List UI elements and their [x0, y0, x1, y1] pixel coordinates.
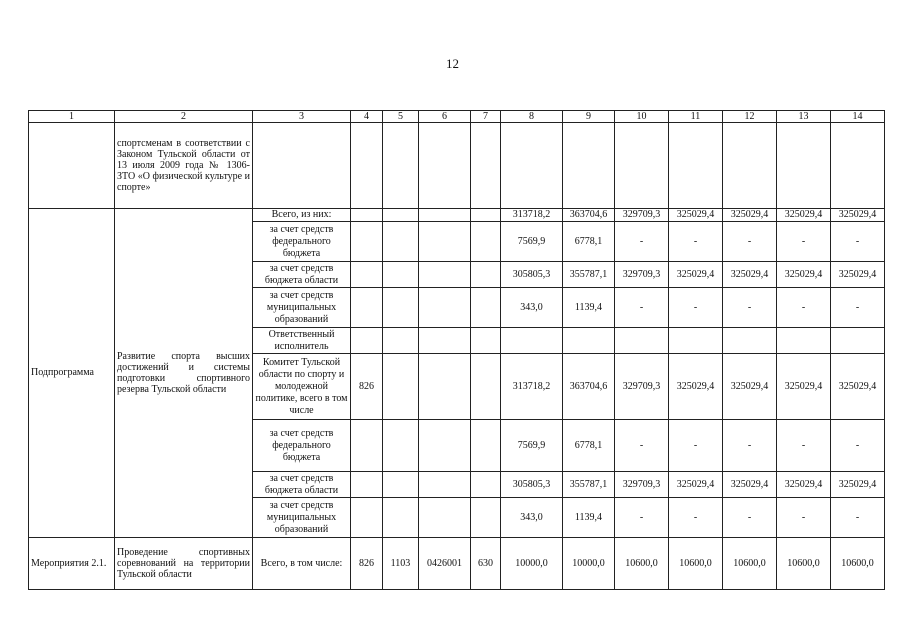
amount-cell: 363704,6	[563, 354, 615, 420]
amount-cell: 305805,3	[501, 472, 563, 498]
amount-cell: 325029,4	[723, 472, 777, 498]
amount-cell: 10600,0	[777, 538, 831, 590]
amount-cell: 325029,4	[831, 472, 885, 498]
amount-cell: 329709,3	[615, 354, 669, 420]
amount-cell: 10000,0	[563, 538, 615, 590]
funding-source-label: Всего, из них:	[253, 209, 351, 222]
cell-empty	[419, 328, 471, 354]
cell-empty	[471, 354, 501, 420]
continuation-row	[29, 123, 885, 209]
funding-source-label: Ответственный исполнитель	[253, 328, 351, 354]
amount-cell: -	[777, 420, 831, 472]
cell-empty	[471, 209, 501, 222]
amount-cell: 325029,4	[831, 354, 885, 420]
amount-cell	[615, 328, 669, 354]
amount-cell: 343,0	[501, 288, 563, 328]
cell-empty	[471, 472, 501, 498]
amount-cell: 325029,4	[777, 354, 831, 420]
header-cell-2: 2	[115, 111, 253, 123]
amount-cell: -	[615, 288, 669, 328]
cell-empty	[419, 262, 471, 288]
header-cell-7: 7	[471, 111, 501, 123]
header-cell-8: 8	[501, 111, 563, 123]
amount-cell: 1139,4	[563, 498, 615, 538]
amount-cell: 325029,4	[831, 262, 885, 288]
amount-cell: 325029,4	[723, 209, 777, 222]
amount-cell: 325029,4	[669, 209, 723, 222]
amount-cell: -	[669, 498, 723, 538]
amount-cell: 325029,4	[777, 209, 831, 222]
amount-cell: 325029,4	[777, 472, 831, 498]
continuation-text: спортсменам в соответствии с Законом Тульской области от 13 июля 2009 года № 1306-ЗТО «О физической культуре и спорте»	[115, 123, 253, 209]
header-cell-5: 5	[383, 111, 419, 123]
amount-cell: 325029,4	[777, 262, 831, 288]
amount-cell: 325029,4	[723, 262, 777, 288]
cell-empty	[419, 288, 471, 328]
funding-source-label: за счет средств муниципальных образований	[253, 498, 351, 538]
amount-cell: 305805,3	[501, 262, 563, 288]
cell-empty	[471, 262, 501, 288]
amount-cell: 313718,2	[501, 354, 563, 420]
cell-empty	[419, 420, 471, 472]
amount-cell: -	[723, 420, 777, 472]
funding-source-label: за счет средств федерального бюджета	[253, 222, 351, 262]
amount-cell: -	[831, 498, 885, 538]
admin-code	[351, 262, 383, 288]
header-cell-13: 13	[777, 111, 831, 123]
amount-cell: -	[831, 222, 885, 262]
measure-name: Проведение спортивных соревнований на территории Тульской области	[115, 538, 253, 590]
subprogram-name: Развитие спорта высших достижений и системы подготовки спортивного резерва Тульской области	[115, 209, 253, 538]
amount-cell: 363704,6	[563, 209, 615, 222]
cell-empty	[419, 222, 471, 262]
amount-cell: 6778,1	[563, 222, 615, 262]
amount-cell: 355787,1	[563, 262, 615, 288]
budget-table	[28, 110, 885, 590]
amount-cell: 10000,0	[501, 538, 563, 590]
admin-code: 826	[351, 354, 383, 420]
amount-cell: -	[615, 420, 669, 472]
expense-code: 630	[471, 538, 501, 590]
amount-cell: -	[723, 288, 777, 328]
header-cell-3: 3	[253, 111, 351, 123]
amount-cell: 313718,2	[501, 209, 563, 222]
amount-cell: 325029,4	[831, 209, 885, 222]
amount-cell: -	[669, 288, 723, 328]
measure-row-label: Всего, в том числе:	[253, 538, 351, 590]
admin-code	[351, 420, 383, 472]
header-cell-9: 9	[563, 111, 615, 123]
amount-cell: 325029,4	[669, 472, 723, 498]
admin-code: 826	[351, 538, 383, 590]
admin-code	[351, 209, 383, 222]
cell-empty	[383, 262, 419, 288]
cell-empty	[419, 354, 471, 420]
cell-empty	[471, 328, 501, 354]
amount-cell: 10600,0	[669, 538, 723, 590]
cell-empty	[383, 472, 419, 498]
cell-empty	[29, 123, 115, 209]
amount-cell	[669, 328, 723, 354]
measure-label: Мероприятия 2.1.	[29, 538, 115, 590]
cell-empty	[419, 498, 471, 538]
amount-cell: 325029,4	[669, 262, 723, 288]
amount-cell: 7569,9	[501, 420, 563, 472]
amount-cell: 329709,3	[615, 209, 669, 222]
header-cell-1: 1	[29, 111, 115, 123]
amount-cell: -	[831, 420, 885, 472]
amount-cell: 6778,1	[563, 420, 615, 472]
table-row	[29, 209, 885, 222]
cell-empty	[383, 222, 419, 262]
funding-source-label: Комитет Тульской области по спорту и молодежной политике, всего в том числе	[253, 354, 351, 420]
header-cell-12: 12	[723, 111, 777, 123]
cell-empty	[471, 498, 501, 538]
amount-cell: -	[669, 222, 723, 262]
cell-empty	[471, 288, 501, 328]
amount-cell: 7569,9	[501, 222, 563, 262]
admin-code	[351, 498, 383, 538]
funding-source-label: за счет средств федерального бюджета	[253, 420, 351, 472]
cell-empty	[383, 420, 419, 472]
amount-cell: 10600,0	[723, 538, 777, 590]
page-number: 12	[446, 56, 459, 71]
admin-code	[351, 288, 383, 328]
funding-source-label: за счет средств бюджета области	[253, 472, 351, 498]
cell-empty	[383, 288, 419, 328]
amount-cell	[563, 328, 615, 354]
amount-cell: -	[723, 498, 777, 538]
amount-cell: 329709,3	[615, 262, 669, 288]
header-row	[29, 111, 885, 123]
admin-code	[351, 222, 383, 262]
target-code: 0426001	[419, 538, 471, 590]
amount-cell	[777, 328, 831, 354]
amount-cell: -	[777, 498, 831, 538]
cell-empty	[471, 222, 501, 262]
amount-cell: 325029,4	[669, 354, 723, 420]
amount-cell	[501, 328, 563, 354]
amount-cell: 1139,4	[563, 288, 615, 328]
amount-cell: -	[669, 420, 723, 472]
amount-cell: 10600,0	[831, 538, 885, 590]
header-cell-10: 10	[615, 111, 669, 123]
header-cell-4: 4	[351, 111, 383, 123]
cell-empty	[383, 498, 419, 538]
funding-source-label: за счет средств бюджета области	[253, 262, 351, 288]
header-cell-14: 14	[831, 111, 885, 123]
amount-cell: -	[723, 222, 777, 262]
amount-cell: 355787,1	[563, 472, 615, 498]
measure-row	[29, 538, 885, 590]
amount-cell: 329709,3	[615, 472, 669, 498]
amount-cell	[723, 328, 777, 354]
cell-empty	[419, 209, 471, 222]
cell-empty	[471, 420, 501, 472]
cell-empty	[253, 123, 351, 209]
admin-code	[351, 328, 383, 354]
amount-cell: -	[615, 222, 669, 262]
amount-cell: -	[777, 222, 831, 262]
cell-empty	[419, 472, 471, 498]
header-cell-11: 11	[669, 111, 723, 123]
amount-cell: 343,0	[501, 498, 563, 538]
amount-cell: -	[831, 288, 885, 328]
header-cell-6: 6	[419, 111, 471, 123]
cell-empty	[383, 354, 419, 420]
amount-cell: 325029,4	[723, 354, 777, 420]
amount-cell: -	[777, 288, 831, 328]
amount-cell: -	[615, 498, 669, 538]
section-code: 1103	[383, 538, 419, 590]
amount-cell	[831, 328, 885, 354]
amount-cell: 10600,0	[615, 538, 669, 590]
subprogram-label: Подпрограмма	[29, 209, 115, 538]
cell-empty	[383, 328, 419, 354]
funding-source-label: за счет средств муниципальных образований	[253, 288, 351, 328]
cell-empty	[383, 209, 419, 222]
admin-code	[351, 472, 383, 498]
